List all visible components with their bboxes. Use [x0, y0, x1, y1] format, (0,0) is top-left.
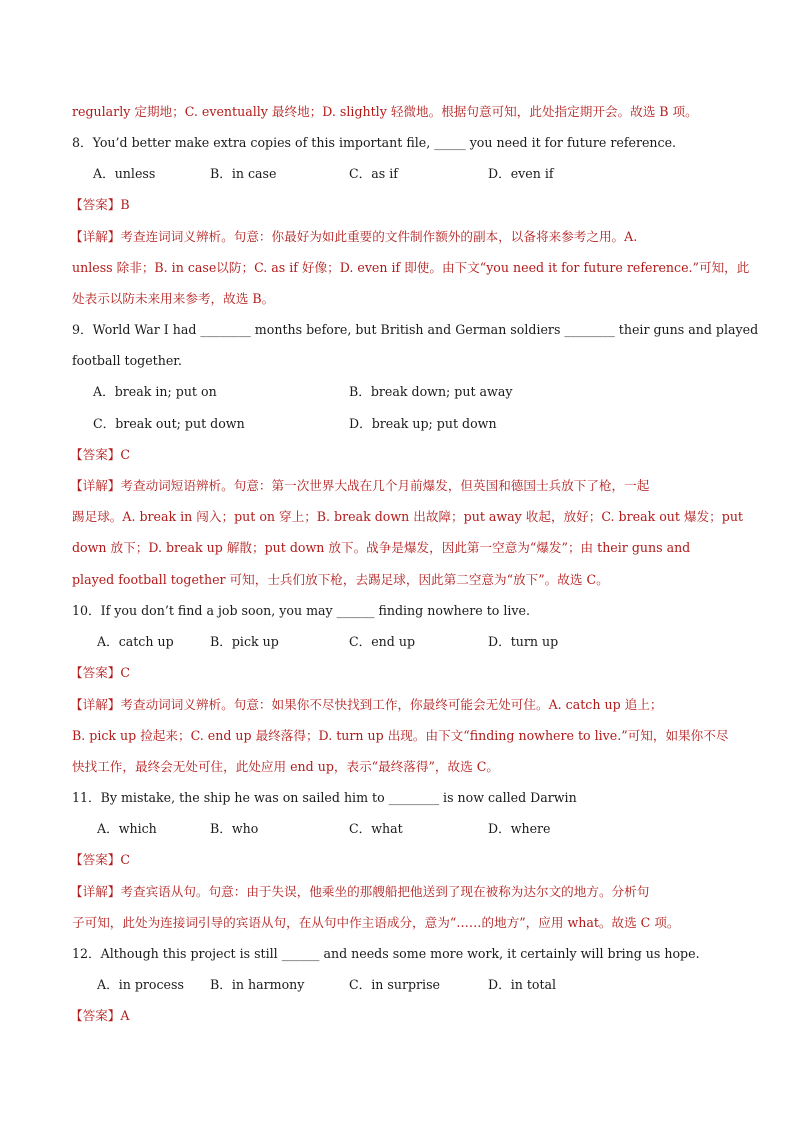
q10-option-d: D．turn up — [488, 634, 559, 649]
q10-answer: 【答案】C — [70, 665, 131, 680]
q11-option-d: D．where — [488, 821, 551, 836]
question-9-stem-1: 9．World War I had ________ months before, but British and German soldiers ________ their guns and played — [72, 322, 759, 337]
q10-detail-1: 【详解】考查动词词义辨析。句意：如果你不尽快找到工作，你最终可能会无处可住。A. catch up 追上； — [70, 697, 663, 712]
q12-option-b: B．in harmony — [210, 977, 305, 992]
q12-option-a: A．in process — [97, 977, 184, 992]
q11-answer: 【答案】C — [70, 852, 131, 867]
q9-detail-2: 踢足球。A. break in 闯入；put on 穿上；B. break down 出故障；put away 收起，放好；C. break out 爆发；put — [72, 509, 743, 524]
q9-detail-1: 【详解】考查动词短语辨析。句意：第一次世界大战在几个月前爆发，但英国和德国士兵放下了枪，一起 — [70, 478, 650, 493]
explanation-line: regularly 定期地；C. eventually 最终地；D. slightly 轻微地。根据句意可知，此处指定期开会。故选 B 项。 — [72, 104, 698, 119]
question-8-stem: 8．You’d better make extra copies of this important file, _____ you need it for future reference. — [72, 135, 677, 150]
q9-detail-4: played football together 可知，士兵们放下枪，去踢足球，因此第二空意为“放下”。故选 C。 — [72, 572, 609, 587]
question-9-stem-2: football together. — [72, 353, 182, 368]
q8-detail-1: 【详解】考查连词词义辨析。句意：你最好为如此重要的文件制作额外的副本，以备将来参考之用。A. — [70, 229, 638, 244]
q11-option-b: B．who — [210, 821, 259, 836]
q9-answer: 【答案】C — [70, 447, 131, 462]
q10-detail-3: 快找工作，最终会无处可住，此处应用 end up，表示“最终落得”，故选 C。 — [72, 759, 499, 774]
question-11-stem: 11．By mistake, the ship he was on sailed him to ________ is now called Darwin — [72, 790, 577, 805]
q9-option-d: D．break up; put down — [349, 416, 497, 431]
q8-detail-3: 处表示以防未来用来参考，故选 B。 — [72, 291, 275, 306]
q11-option-a: A．which — [97, 821, 157, 836]
question-10-stem: 10．If you don’t find a job soon, you may ______ finding nowhere to live. — [72, 603, 530, 618]
q10-option-c: C．end up — [349, 634, 416, 649]
question-12-stem: 12．Although this project is still ______ and needs some more work, it certainly will bring us hope. — [72, 946, 700, 961]
q12-option-c: C．in surprise — [349, 977, 440, 992]
q12-answer: 【答案】A — [70, 1008, 130, 1023]
q8-detail-2: unless 除非；B. in case以防；C. as if 好像；D. even if 即使。由下文“you need it for future reference.”可知，此 — [72, 260, 750, 275]
q11-detail-1: 【详解】考查宾语从句。句意：由于失误，他乘坐的那艘船把他送到了现在被称为达尔文的地方。分析句 — [70, 884, 650, 899]
q10-option-a: A．catch up — [97, 634, 174, 649]
q10-detail-2: B. pick up 捡起来；C. end up 最终落得；D. turn up 出现。由下文“finding nowhere to live.”可知，如果你不尽 — [72, 728, 729, 743]
q10-option-b: B．pick up — [210, 634, 279, 649]
q9-option-c: C．break out; put down — [93, 416, 245, 431]
q9-detail-3: down 放下；D. break up 解散；put down 放下。战争是爆发，因此第一空意为“爆发”；由 their guns and — [72, 540, 691, 555]
q9-option-a: A．break in; put on — [93, 384, 217, 399]
q11-option-c: C．what — [349, 821, 403, 836]
q8-option-b: B．in case — [210, 166, 277, 181]
q11-detail-2: 子可知，此处为连接词引导的宾语从句，在从句中作主语成分，意为“……的地方”，应用 what。故选 C 项。 — [72, 915, 680, 930]
q8-option-c: C．as if — [349, 166, 398, 181]
q8-answer: 【答案】B — [70, 197, 130, 212]
q9-option-b: B．break down; put away — [349, 384, 513, 399]
q12-option-d: D．in total — [488, 977, 557, 992]
q8-option-a: A．unless — [93, 166, 156, 181]
q8-option-d: D．even if — [488, 166, 554, 181]
